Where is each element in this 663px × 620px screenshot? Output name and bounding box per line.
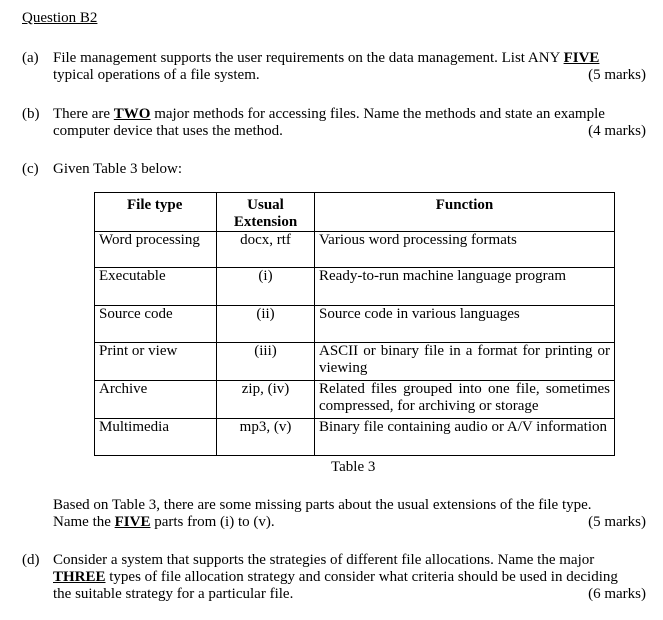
cell-function: Ready-to-run machine language program [315,268,615,306]
part-b-keyword: TWO [113,106,151,122]
cell-extension: docx, rtf [217,232,315,268]
part-c-followup-line1: Based on Table 3, there are some missing parts about the usual extensions of the file type. [53,497,592,513]
part-a-label: (a) [22,50,39,66]
cell-function: Various word processing formats [315,232,615,268]
cell-function: Related files grouped into one file, sometimes compressed, for archiving or storage [315,381,615,419]
cell-extension: mp3, (v) [217,419,315,456]
cell-function: ASCII or binary file in a format for printing or viewing [315,343,615,381]
part-d-keyword: THREE [53,569,106,585]
part-b-label: (b) [22,106,40,122]
part-a-line1: File management supports the user requirements on the data management. List ANY FIVE [53,50,600,66]
cell-file-type: Print or view [95,343,217,381]
table-row [95,232,615,268]
part-d-marks: (6 marks) [588,586,646,602]
cell-extension: (i) [217,268,315,306]
table-row [95,419,615,456]
cell-function: Source code in various languages [315,306,615,343]
part-d-line1: Consider a system that supports the strategies of different file allocations. Name the major [53,552,595,568]
table-header-row [95,193,615,232]
part-d-line2: THREE types of file allocation strategy and consider what criteria should be used in deciding [53,569,618,585]
part-d-line3: the suitable strategy for a particular file. [53,586,294,602]
part-c-label: (c) [22,161,39,177]
cell-file-type: Executable [95,268,217,306]
header-usual-extension: Usual Extension [217,193,315,232]
part-c-followup-line2: Name the FIVE parts from (i) to (v). [53,514,275,530]
question-heading: Question B2 [22,10,98,26]
part-b-line2: computer device that uses the method. [53,123,283,139]
cell-extension: (ii) [217,306,315,343]
part-a-marks: (5 marks) [588,67,646,83]
part-c-marks: (5 marks) [588,514,646,530]
table-row [95,306,615,343]
table-row [95,381,615,419]
part-c-intro: Given Table 3 below: [53,161,183,177]
cell-file-type: Archive [95,381,217,419]
header-file-type: File type [95,193,217,232]
file-type-table [94,192,615,456]
table-caption: Table 3 [331,459,376,475]
table-row [95,268,615,306]
part-a-line2: typical operations of a file system. [53,67,260,83]
cell-extension: zip, (iv) [217,381,315,419]
cell-file-type: Multimedia [95,419,217,456]
part-b-line1: There are TWO major methods for accessing files. Name the methods and state an example [53,106,605,122]
cell-function: Binary file containing audio or A/V information [315,419,615,456]
header-function: Function [315,193,615,232]
part-c-keyword: FIVE [114,514,151,530]
part-a-keyword: FIVE [563,50,600,66]
table-row [95,343,615,381]
part-b-marks: (4 marks) [588,123,646,139]
cell-file-type: Source code [95,306,217,343]
cell-extension: (iii) [217,343,315,381]
cell-file-type: Word processing [95,232,217,268]
part-d-label: (d) [22,552,40,568]
